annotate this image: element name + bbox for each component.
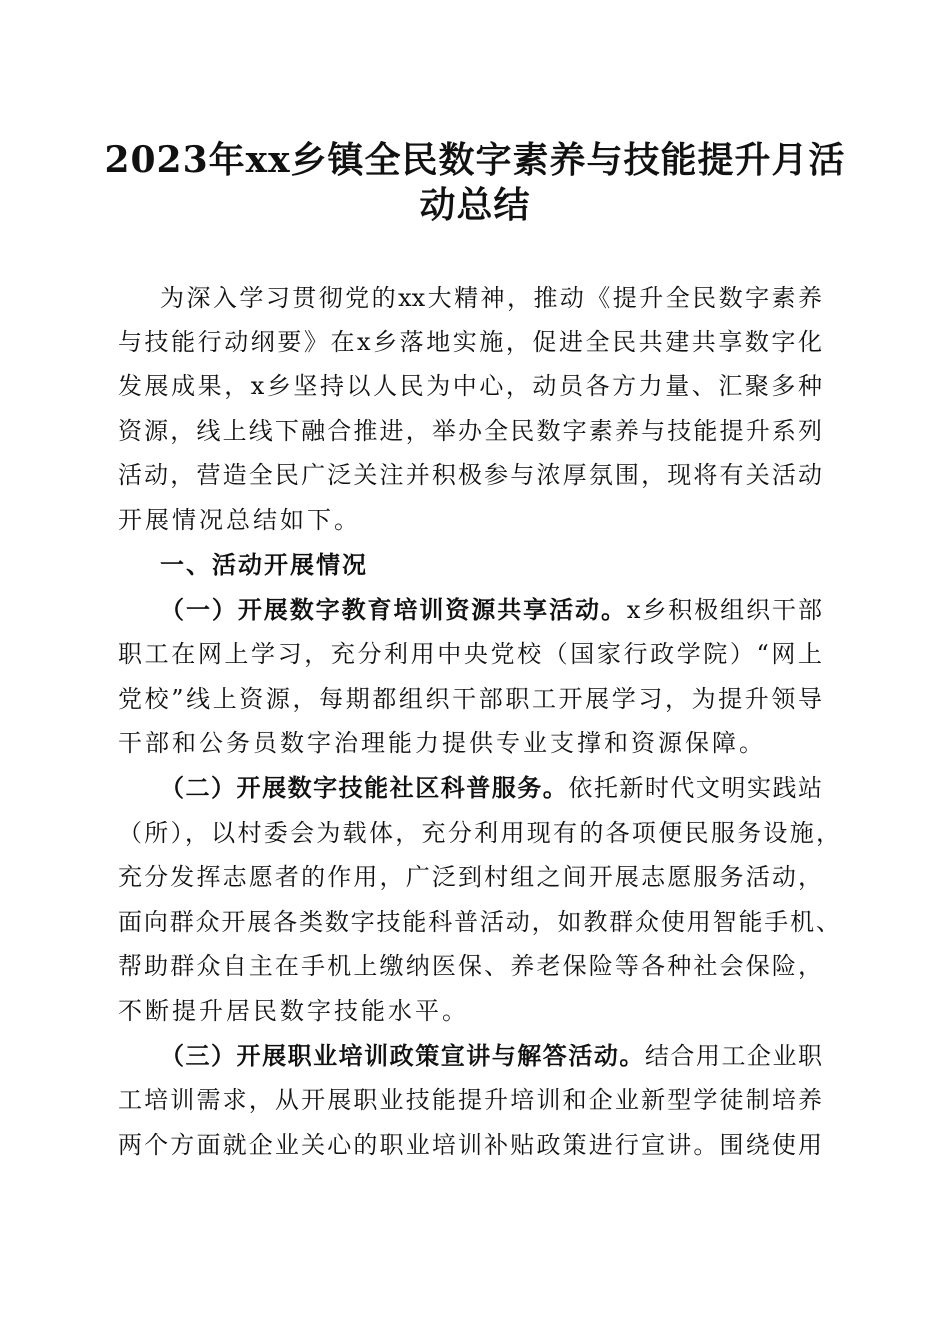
text-line xyxy=(160,773,822,803)
text-line: 党校”线上资源，每期都组织干部职工开展学习，为提升领导 xyxy=(118,685,822,713)
text-line: 帮助群众自主在手机上缴纳医保、养老保险等各种社会保险， xyxy=(118,952,822,980)
item-3-lead: （三）开展职业培训政策宣讲与解答活动。 xyxy=(160,1041,645,1070)
text-line: 发展成果，x乡坚持以人民为中心，动员各方力量、汇聚多种 xyxy=(118,372,822,400)
item-1-text: x乡积极组织干部 xyxy=(626,596,822,624)
text-line: 开展情况总结如下。 xyxy=(118,506,361,534)
text-line: 为深入学习贯彻党的xx大精神，推动《提升全民数字素养 xyxy=(160,284,822,312)
text-line: 面向群众开展各类数字技能科普活动，如教群众使用智能手机、 xyxy=(118,908,840,936)
text-line: 工培训需求，从开展职业技能提升培训和企业新型学徒制培养 xyxy=(118,1086,822,1114)
text-line: 与技能行动纲要》在x乡落地实施，促进全民共建共享数字化 xyxy=(118,328,822,356)
text-line: 干部和公务员数字治理能力提供专业支撑和资源保障。 xyxy=(118,729,766,757)
section-heading: 一、活动开展情况 xyxy=(160,550,368,579)
text-line: 资源，线上线下融合推进，举办全民数字素养与技能提升系列 xyxy=(118,417,822,445)
item-2-text: 依托新时代文明实践站 xyxy=(568,774,823,802)
item-2-lead: （二）开展数字技能社区科普服务。 xyxy=(160,773,569,802)
text-line: （所），以村委会为载体，充分利用现有的各项便民服务设施， xyxy=(118,819,840,847)
item-1-lead: （一）开展数字教育培训资源共享活动。 xyxy=(160,595,627,624)
text-line xyxy=(160,1041,822,1071)
document-title-line-1: 2023年xx乡镇全民数字素养与技能提升月活 xyxy=(104,139,846,181)
text-line: 两个方面就企业关心的职业培训补贴政策进行宣讲。围绕使用 xyxy=(118,1131,822,1159)
text-line: 活动，营造全民广泛关注并积极参与浓厚氛围，现将有关活动 xyxy=(118,461,822,489)
item-3-text: 结合用工企业职 xyxy=(644,1042,823,1070)
text-line xyxy=(160,595,822,625)
text-line: 充分发挥志愿者的作用，广泛到村组之间开展志愿服务活动， xyxy=(118,863,822,891)
text-line: 不断提升居民数字技能水平。 xyxy=(118,997,469,1025)
document-title-line-2: 动总结 xyxy=(419,184,531,226)
text-line: 职工在网上学习，充分利用中央党校（国家行政学院）“网上 xyxy=(118,640,822,668)
